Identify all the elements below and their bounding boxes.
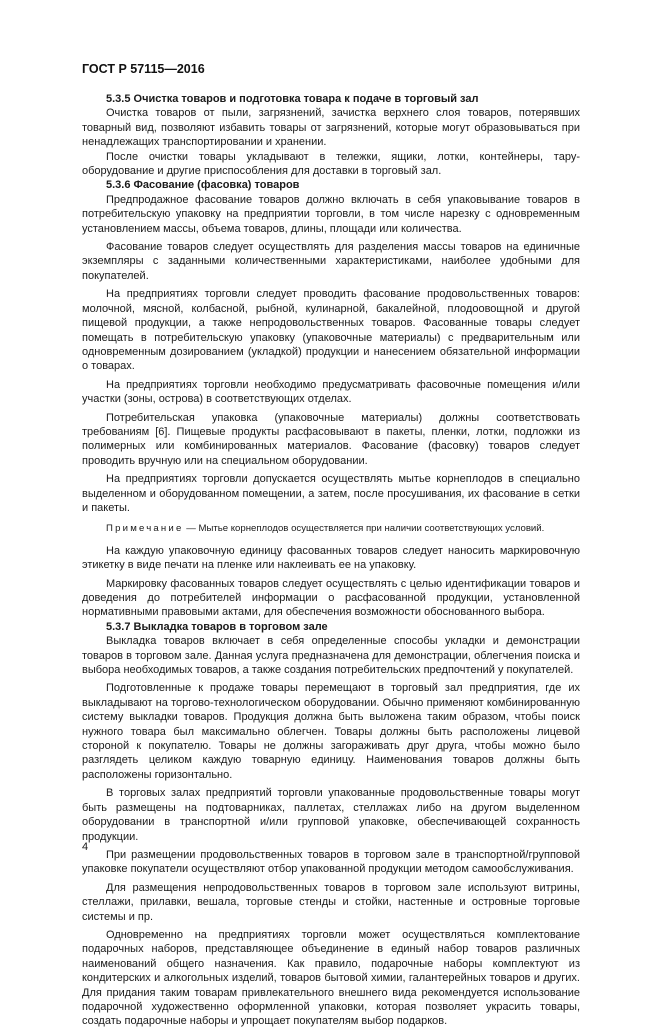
document-body bbox=[82, 92, 580, 1029]
paragraph: После очистки товары укладывают в тележки, ящики, лотки, контейнеры, тару-оборудование и другие приспособления для доставки в торговый зал. bbox=[82, 150, 580, 178]
section-heading-5-3-7: 5.3.7 Выкладка товаров в торговом зале bbox=[106, 620, 328, 633]
paragraph: При размещении продовольственных товаров в торговом зале в транспортной/групповой упаковке покупатели осуществляют отбор упакованной продукции методом самообслуживания. bbox=[82, 848, 580, 876]
paragraph: На каждую упаковочную единицу фасованных товаров следует наносить маркировочную этикетку в виде печати на пленке или наклеивать ее на упаковку. bbox=[82, 544, 580, 572]
paragraph: На предприятиях торговли допускается осуществлять мытье корнеплодов в специально выделенном и оборудованном помещении, а затем, после просушивания, их фасование в сетки и пакеты. bbox=[82, 473, 580, 514]
paragraph: Предпродажное фасование товаров должно включать в себя упаковывание товаров в потребительскую упаковку на предприятии торговли, в том числе нарезку с одновременным установлением массы, объема товаров, длины, площади или количества. bbox=[82, 193, 580, 235]
paragraph: Очистка товаров от пыли, загрязнений, зачистка верхнего слоя товаров, потерявших товарный вид, позволяют избавить товары от загрязнений, которые могут образовываться при ненадлежащих транспортировании и хранении. bbox=[82, 107, 580, 149]
paragraph: На предприятиях торговли необходимо предусматривать фасовочные помещения и/или участки (зоны, острова) в соответствующих отделах. bbox=[82, 378, 580, 406]
paragraph: Выкладка товаров включает в себя определенные способы укладки и демонстрации товаров в торговом зале. Данная услуга предназначена для демонстрации, облегчения поиска и выбора необходимых товаров, а также создания потребительских предпочтений у покупателей. bbox=[82, 635, 580, 677]
section-heading-5-3-6: 5.3.6 Фасование (фасовка) товаров bbox=[106, 179, 300, 192]
document-id-header: ГОСТ Р 57115—2016 bbox=[82, 62, 205, 76]
page-number: 4 bbox=[82, 841, 89, 853]
paragraph: Подготовленные к продаже товары перемещают в торговый зал предприятия, где их выкладывают на торгово-технологическом оборудовании. Обычно применяют комбинированную систему выкладки товаров. Продукция должна быть выложена таким образом, чтобы поиск нужного товара был максимально облегчен. Товары должны быть расположены лицевой стороной к покупателю. Товары не должны загораживать друг друга, чтобы можно было разглядеть целиком каждую товарную единицу. Наименования товаров должны быть расположены горизонтально. bbox=[82, 682, 580, 781]
note-label: Примечание bbox=[106, 523, 184, 535]
paragraph: Потребительская упаковка (упаковочные материалы) должны соответствовать требованиям [6]. Пищевые продукты расфасовывают в пакеты, пленки, лотки, подложки из полимерных или комбинированных материалов. Фасование (фасовку) товаров следует проводить вручную или на специальном оборудовании. bbox=[82, 411, 580, 467]
note bbox=[82, 522, 580, 536]
paragraph: Одновременно на предприятиях торговли может осуществляться комплектование подарочных наборов, представляющее объединение в единый набор товаров различных наименований общего назначения. Как правило, подарочные наборы комплектуют из кондитерских и алкогольных изделий, товаров бытовой химии, галантерейных товаров и других. Для придания таким товарам привлекательного внешнего вида рекомендуется использование подарочной художественно оформленной упаковки, которая позволяет украсить товары, создать подарочные наборы и упрощает покупателям выбор подарков. bbox=[82, 928, 580, 1028]
note-text: — Мытье корнеплодов осуществляется при наличии соответствующих условий. bbox=[183, 523, 545, 535]
section-heading-5-3-5: 5.3.5 Очистка товаров и подготовка товара к подаче в торговый зал bbox=[106, 93, 479, 105]
paragraph: Маркировку фасованных товаров следует осуществлять с целью идентификации товаров и доведения до потребителей информации о расфасованной продукции, установленной нормативными правовыми актами, для обеспечения возможности обоснованного выбора. bbox=[82, 577, 580, 619]
paragraph: На предприятиях торговли следует проводить фасование продовольственных товаров: молочной, мясной, колбасной, рыбной, кулинарной, бакалейной, плодоовощной и другой пищевой продукции, а также непродовольственных товаров. Фасованные товары следует помещать в потребительскую упаковку (упаковочные материалы) с предварительным или одновременным дозированием (укладкой) продукции и нанесением обязательной информации о товарах. bbox=[82, 288, 580, 373]
paragraph: Фасование товаров следует осуществлять для разделения массы товаров на единичные экземпляры с заданными количественными характеристиками, наиболее удобными для покупателей. bbox=[82, 241, 580, 282]
paragraph: В торговых залах предприятий торговли упакованные продовольственные товары могут быть размещены на подтоварниках, паллетах, стеллажах либо на другом выделенном оборудовании в транспортной и/или групповой упаковке, обеспечивающей сохранность продукции. bbox=[82, 787, 580, 843]
paragraph: Для размещения непродовольственных товаров в торговом зале используют витрины, стеллажи, прилавки, вешала, торговые стенды и стойки, настенные и островные торговые системы и пр. bbox=[82, 881, 580, 923]
